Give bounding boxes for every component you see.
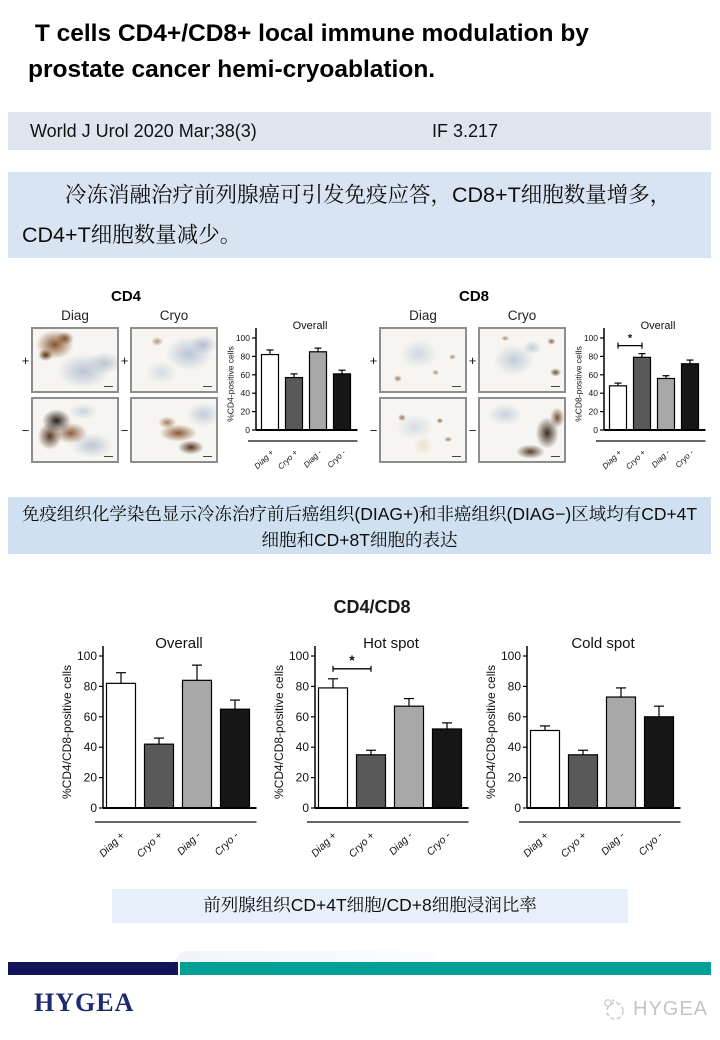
cd8-panel-title: CD8 <box>458 288 489 305</box>
svg-text:%CD8-positive cells: %CD8-positive cells <box>574 346 584 422</box>
svg-text:Cold spot: Cold spot <box>571 635 635 652</box>
svg-text:60: 60 <box>507 709 521 724</box>
row-label-plus: + <box>21 352 30 368</box>
svg-text:40: 40 <box>240 388 250 399</box>
svg-text:20: 20 <box>295 770 309 785</box>
svg-text:Cryo -: Cryo - <box>212 829 242 859</box>
footer-teal-bar <box>180 962 711 975</box>
ihc-image-cd4-cryo-plus <box>130 327 218 393</box>
spacer <box>467 308 478 323</box>
svg-text:100: 100 <box>235 333 250 343</box>
row-label-plus: + <box>468 352 477 368</box>
column-header-diag: Diag <box>409 308 437 323</box>
svg-text:Cryo +: Cryo + <box>346 829 378 861</box>
ihc-image-cd4-diag-minus <box>31 397 119 463</box>
svg-text:Diag +: Diag + <box>520 829 552 860</box>
footer-shadow-decoration <box>173 951 437 962</box>
svg-text:60: 60 <box>588 369 598 380</box>
impact-factor: IF 3.217 <box>432 120 499 141</box>
ratio-coldspot-chart <box>483 628 685 886</box>
svg-text:Diag +: Diag + <box>308 829 340 860</box>
svg-text:Cryo +: Cryo + <box>134 829 166 861</box>
hygea-logo-icon <box>600 995 628 1023</box>
svg-text:40: 40 <box>507 740 521 755</box>
cd4-panel <box>20 288 362 490</box>
cd4-panel-title: CD4 <box>110 288 141 305</box>
ihc-image-cd8-diag-plus <box>379 327 467 393</box>
cd8-row-minus <box>368 397 566 463</box>
svg-text:*: * <box>349 651 355 668</box>
svg-text:Cryo +: Cryo + <box>558 829 590 861</box>
svg-text:%CD4/CD8-positive cells: %CD4/CD8-positive cells <box>272 664 286 800</box>
svg-text:20: 20 <box>83 770 97 785</box>
cd8-panel <box>368 288 706 490</box>
hygea-wordmark: HYGEA <box>34 988 135 1017</box>
svg-text:100: 100 <box>76 649 97 663</box>
ihc-image-cd8-cryo-minus <box>478 397 566 463</box>
svg-text:Diag -: Diag - <box>174 829 204 858</box>
ratio-caption: 前列腺组织CD+4T细胞/CD+8细胞浸润比率 <box>112 889 628 923</box>
svg-text:0: 0 <box>302 801 309 815</box>
svg-text:60: 60 <box>240 369 250 380</box>
cd4-image-block <box>20 288 218 463</box>
svg-text:80: 80 <box>240 351 250 362</box>
row-label-minus: − <box>468 422 477 438</box>
svg-text:Cryo -: Cryo - <box>673 448 696 470</box>
svg-text:100: 100 <box>583 333 598 343</box>
cd8-overall-chart <box>574 312 706 490</box>
svg-text:Diag +: Diag + <box>96 829 128 860</box>
svg-text:0: 0 <box>90 801 97 815</box>
column-header-cryo: Cryo <box>507 308 537 323</box>
cd4-row-minus <box>20 397 218 463</box>
svg-text:%CD4/CD8-positive cells: %CD4/CD8-positive cells <box>60 664 74 800</box>
svg-text:20: 20 <box>240 406 250 417</box>
page-title: T cells CD4+/CD8+ local immune modulation by prostate cancer hemi-cryoablation. <box>28 20 596 83</box>
ratio-charts-row <box>59 628 685 886</box>
svg-text:0: 0 <box>593 425 598 435</box>
svg-text:60: 60 <box>295 709 309 724</box>
cd4-overall-chart <box>226 312 358 490</box>
svg-text:100: 100 <box>288 649 309 663</box>
cd4-row-plus <box>20 327 218 393</box>
cd8-image-block <box>368 288 566 463</box>
svg-text:80: 80 <box>507 679 521 694</box>
svg-text:%CD4/CD8-positive cells: %CD4/CD8-positive cells <box>484 664 498 800</box>
svg-text:60: 60 <box>83 709 97 724</box>
svg-text:%CD4-positive cells: %CD4-positive cells <box>226 346 236 422</box>
ratio-figure-title: CD4/CD8 <box>333 597 411 617</box>
row-label-minus: − <box>21 422 30 438</box>
svg-text:Overall: Overall <box>155 635 203 652</box>
ihc-image-cd8-diag-minus <box>379 397 467 463</box>
svg-text:Diag +: Diag + <box>600 448 624 471</box>
svg-text:80: 80 <box>588 351 598 362</box>
svg-text:40: 40 <box>83 740 97 755</box>
svg-text:Diag +: Diag + <box>252 448 276 471</box>
summary-box: 冷冻消融治疗前列腺癌可引发免疫应答，CD8+T细胞数量增多，CD4+T细胞数量减少。 <box>8 172 711 258</box>
ihc-caption: 免疫组织化学染色显示冷冻治疗前后癌组织(DIAG+)和非癌组织(DIAG−)区域均有CD+4T细胞和CD+8T细胞的表达 <box>8 497 711 554</box>
ihc-figure-row <box>20 288 706 490</box>
ihc-image-cd8-cryo-plus <box>478 327 566 393</box>
spacer <box>119 308 130 323</box>
spacer <box>20 308 31 323</box>
svg-text:100: 100 <box>500 649 521 663</box>
cd4-column-headers <box>20 308 218 323</box>
row-label-plus: + <box>120 352 129 368</box>
watermark <box>600 995 708 1023</box>
svg-text:Cryo +: Cryo + <box>624 448 648 472</box>
svg-text:80: 80 <box>295 679 309 694</box>
svg-text:80: 80 <box>83 679 97 694</box>
row-label-minus: − <box>120 422 129 438</box>
cd8-column-headers <box>368 308 566 323</box>
svg-text:20: 20 <box>588 406 598 417</box>
row-label-plus: + <box>369 352 378 368</box>
column-header-cryo: Cryo <box>159 308 189 323</box>
column-header-diag: Diag <box>61 308 89 323</box>
cd8-row-plus <box>368 327 566 393</box>
svg-text:Cryo -: Cryo - <box>424 829 454 859</box>
ihc-image-cd4-diag-plus <box>31 327 119 393</box>
svg-text:Overall: Overall <box>292 320 328 332</box>
ratio-hotspot-chart <box>271 628 473 886</box>
svg-text:Hot spot: Hot spot <box>363 635 419 652</box>
svg-text:40: 40 <box>588 388 598 399</box>
journal-citation: World J Urol 2020 Mar;38(3) <box>30 120 257 141</box>
svg-text:*: * <box>627 332 633 345</box>
spacer <box>368 308 379 323</box>
svg-text:Diag -: Diag - <box>386 829 416 858</box>
svg-text:40: 40 <box>295 740 309 755</box>
row-label-minus: − <box>369 422 378 438</box>
svg-text:Diag -: Diag - <box>301 448 324 470</box>
svg-text:Cryo -: Cryo - <box>325 448 348 470</box>
ihc-image-cd4-cryo-minus <box>130 397 218 463</box>
ratio-overall-chart <box>59 628 261 886</box>
svg-text:0: 0 <box>245 425 250 435</box>
footer-navy-bar <box>8 962 178 975</box>
svg-text:0: 0 <box>514 801 521 815</box>
journal-bar <box>8 112 711 150</box>
svg-text:Diag -: Diag - <box>598 829 628 858</box>
svg-text:Overall: Overall <box>640 320 676 332</box>
svg-text:Diag -: Diag - <box>649 448 672 470</box>
watermark-text: HYGEA <box>633 997 709 1020</box>
svg-text:Cryo +: Cryo + <box>276 448 300 472</box>
svg-text:20: 20 <box>507 770 521 785</box>
svg-text:Cryo -: Cryo - <box>636 829 666 859</box>
